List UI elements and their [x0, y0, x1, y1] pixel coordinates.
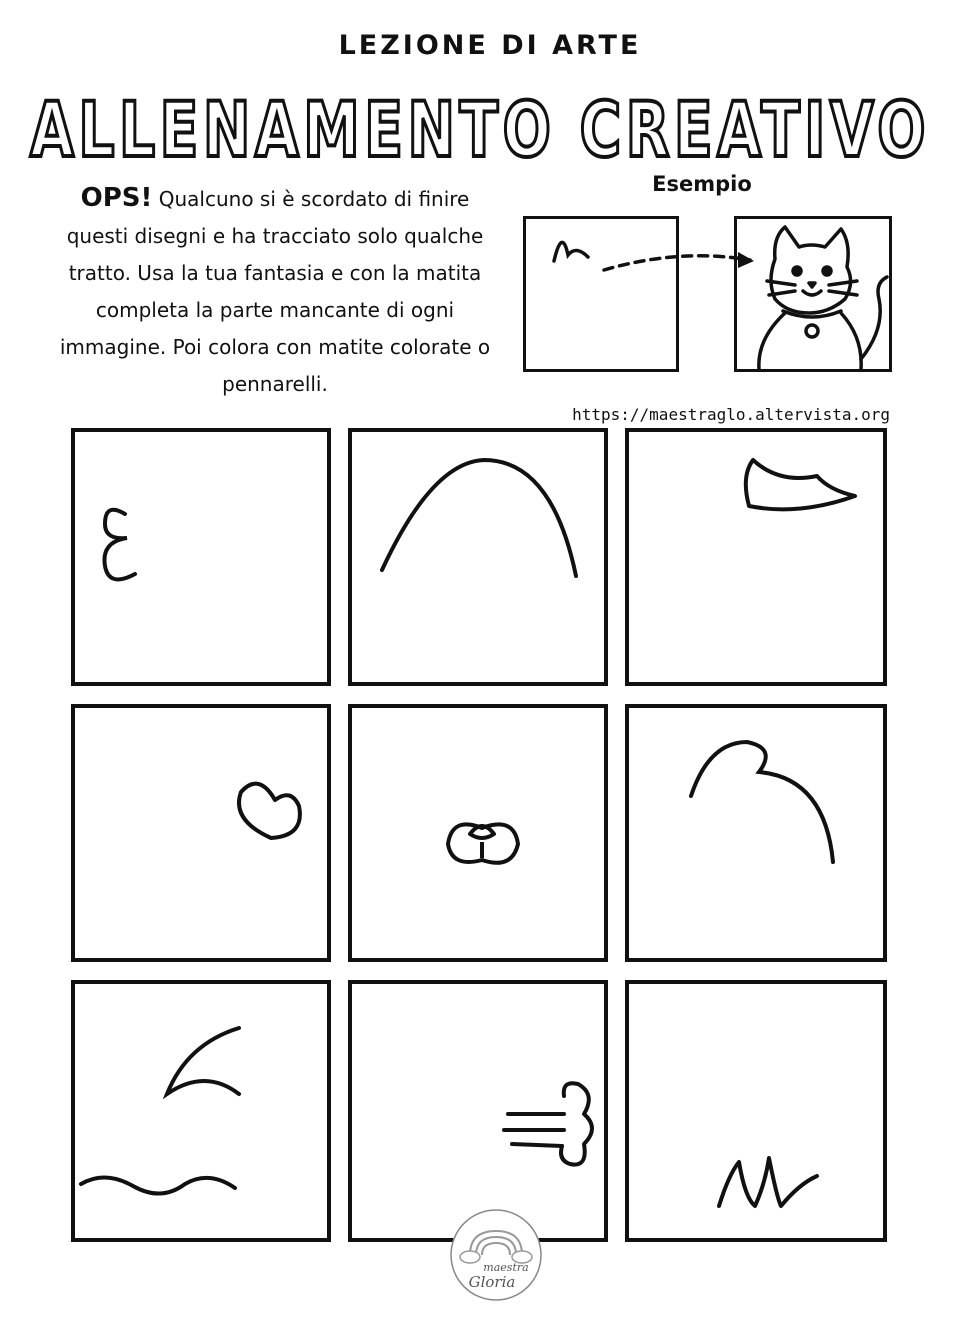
- heart-side-stroke-icon: [75, 708, 327, 958]
- drawing-cell[interactable]: [348, 428, 608, 686]
- cloud-puff-stroke-icon: [352, 984, 604, 1238]
- page-subtitle: LEZIONE DI ARTE: [338, 30, 642, 61]
- arch-stroke-icon: [352, 432, 604, 682]
- beak-and-wave-stroke-icon: [75, 984, 327, 1238]
- claw-peaks-stroke-icon: [629, 984, 883, 1238]
- instructions-text: Qualcuno si è scordato di finire questi disegni e ha tracciato solo qualche tratto. Usa la tua fantasia e con la matita completa la parte mancante di ogni immagine. Poi colora con matite colorate o pennarelli.: [59, 187, 491, 396]
- wing-shape-stroke-icon: [629, 432, 883, 682]
- drawing-cell[interactable]: [71, 704, 331, 962]
- drawing-cell[interactable]: [71, 428, 331, 686]
- example-box-after: [734, 216, 892, 372]
- instructions-lead: OPS!: [80, 183, 153, 213]
- drawing-cell[interactable]: [625, 980, 887, 1242]
- snout-stroke-icon: [352, 708, 604, 958]
- drawing-cell[interactable]: [348, 704, 608, 962]
- wavy-e-stroke-icon: [75, 432, 327, 682]
- drawing-cell[interactable]: [625, 704, 887, 962]
- instructions-paragraph: [48, 180, 502, 403]
- logo-line-1: maestra: [483, 1261, 529, 1274]
- drawing-cell[interactable]: [625, 428, 887, 686]
- logo-line-2: Gloria: [468, 1273, 516, 1291]
- drawing-cell[interactable]: [71, 980, 331, 1242]
- maestra-gloria-logo: [448, 1207, 544, 1303]
- example-label: Esempio: [652, 172, 752, 196]
- hook-curve-stroke-icon: [629, 708, 883, 958]
- page-title-text: ALLENAMENTO CREATIVO: [30, 85, 930, 174]
- source-url: https://maestraglo.altervista.org: [572, 405, 890, 424]
- page-title: [20, 84, 940, 176]
- drawing-cell[interactable]: [348, 980, 608, 1242]
- cat-drawing-icon: [737, 219, 889, 369]
